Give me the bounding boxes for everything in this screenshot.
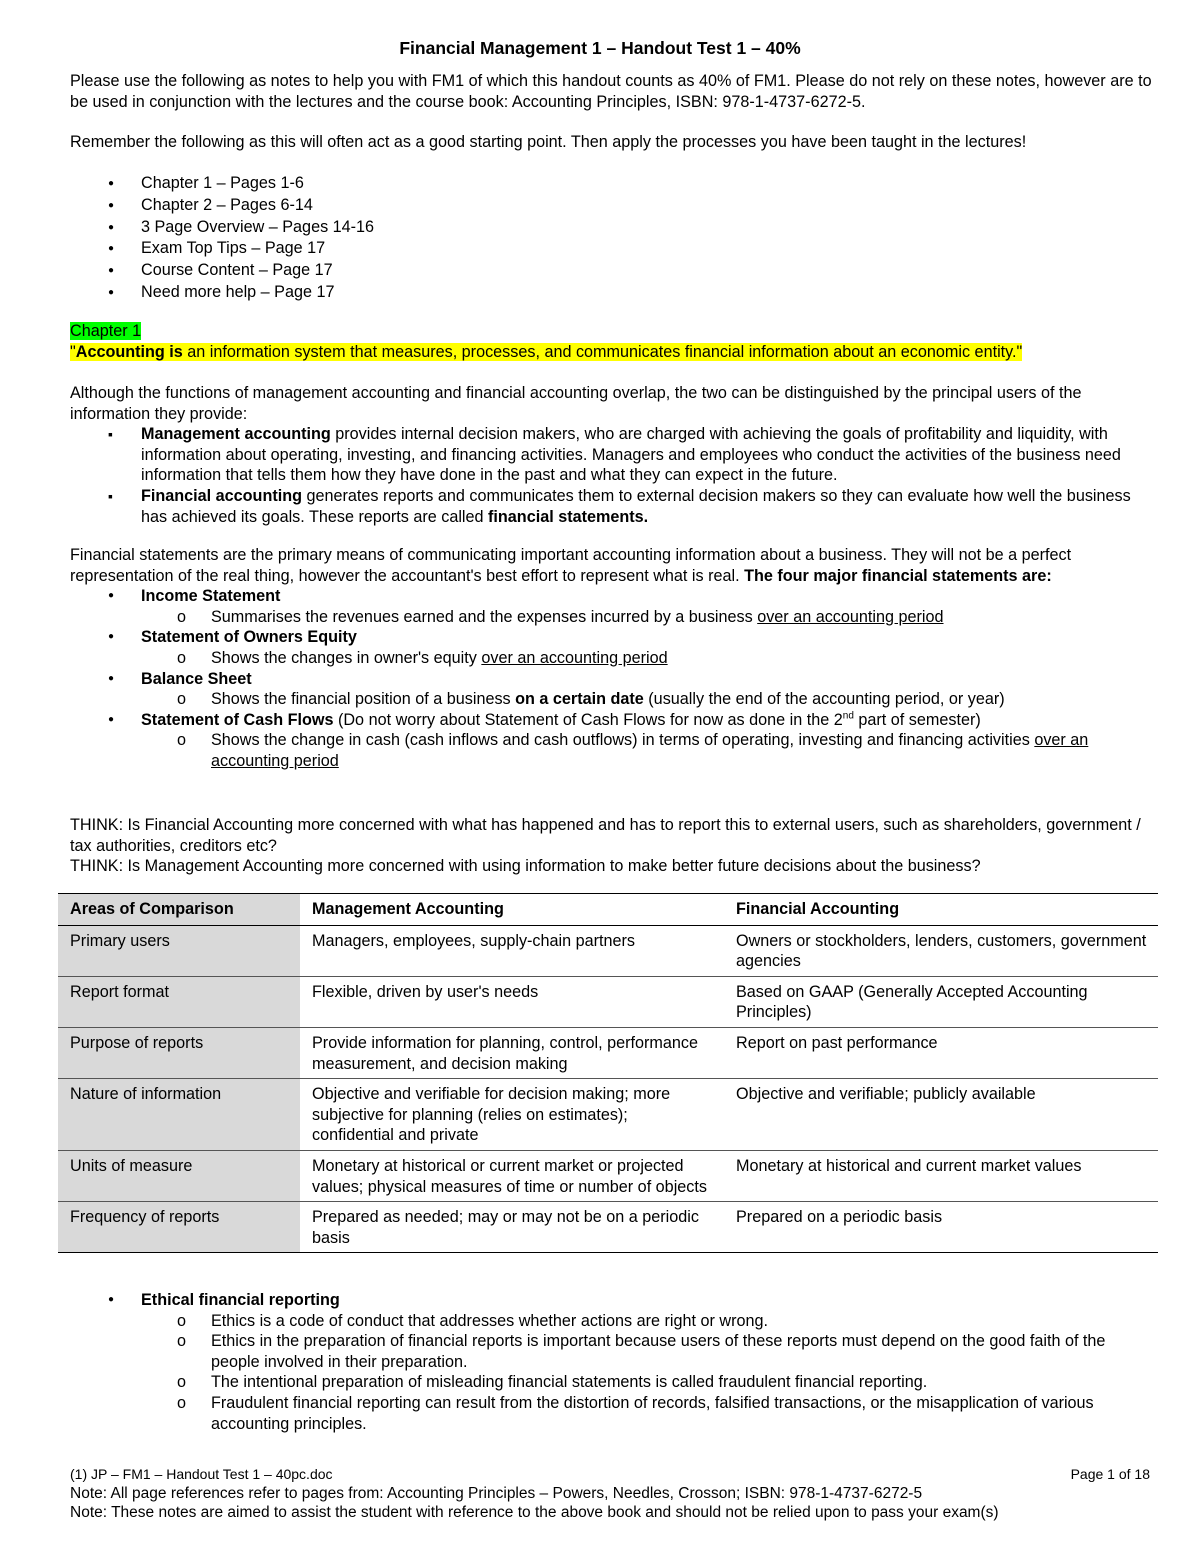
table-cell: Objective and verifiable; publicly available: [724, 1079, 1158, 1151]
table-row: [58, 1202, 1158, 1253]
table-cell: Provide information for planning, control, performance measurement, and decision making: [300, 1027, 724, 1078]
toc-item: ● Exam Top Tips – Page 17: [70, 238, 1155, 260]
table-row: [58, 1079, 1158, 1151]
ethics-point: o Ethics in the preparation of financial reports is important because users of these reports must depend on the good faith of the people involved in their preparation.: [70, 1331, 1155, 1372]
overlap-section: [70, 383, 1155, 527]
footer-document-name: (1) JP – FM1 – Handout Test 1 – 40pc.doc: [70, 1466, 333, 1482]
table-cell: Managers, employees, supply-chain partners: [300, 925, 724, 976]
table-header: Financial Accounting: [724, 894, 1158, 926]
table-cell: Owners or stockholders, lenders, customers, government agencies: [724, 925, 1158, 976]
table-of-contents: [70, 173, 1155, 304]
statement-description: o Shows the financial position of a business on a certain date (usually the end of the accounting period, or year): [70, 689, 1155, 710]
table-cell: Based on GAAP (Generally Accepted Accounting Principles): [724, 976, 1158, 1027]
intro-reminder: [70, 132, 1155, 153]
table-header-row: [58, 894, 1158, 926]
toc-item: ● Need more help – Page 17: [70, 282, 1155, 304]
table-row: [58, 925, 1158, 976]
table-cell: Purpose of reports: [58, 1027, 300, 1078]
user-item-management: ▪ Management accounting provides internal decision makers, who are charged with achieving the goals of profitability and liquidity, with information about operating, investing, and financing activities. Managers and employees who conduct the activities of the business need information that tells them how they have done in the past and what they can expect in the future.: [70, 424, 1155, 486]
statement-item: ● Statement of Cash Flows (Do not worry about Statement of Cash Flows for now as done in the 2nd part of semester) o Shows the change in cash (cash inflows and cash outflows) in terms of operating, investing and financing activities over an accounting period: [70, 710, 1155, 772]
table-cell: Report format: [58, 976, 300, 1027]
ethics-point: o Fraudulent financial reporting can result from the distortion of records, falsified transactions, or the misapplication of various accounting principles.: [70, 1393, 1155, 1434]
toc-item: ● Course Content – Page 17: [70, 260, 1155, 282]
think-financial: THINK: Is Financial Accounting more concerned with what has happened and has to report this to external users, such as shareholders, government / tax authorities, creditors etc?: [70, 816, 1141, 855]
reminder-paragraph: Remember the following as this will often act as a good starting point. Then apply the processes you have been taught in the lectures!: [70, 133, 1027, 151]
document-title: Financial Management 1 – Handout Test 1 – 40%: [399, 38, 801, 58]
fs-intro-paragraph: Financial statements are the primary means of communicating important accounting information about a business. They will not be a perfect representation of the real thing, however the accountant's best effort to represent what is real. The four major financial statements are:: [70, 546, 1072, 585]
table-cell: Monetary at historical and current market values: [724, 1150, 1158, 1201]
footer-note-disclaimer: Note: These notes are aimed to assist the student with reference to the above book and should not be relied upon to pass your exam(s): [70, 1504, 999, 1521]
table-row: [58, 976, 1158, 1027]
table-cell: Monetary at historical or current market or projected values; physical measures of time or number of objects: [300, 1150, 724, 1201]
footer-page-number: Page 1 of 18: [1070, 1466, 1150, 1482]
table-cell: Prepared on a periodic basis: [724, 1202, 1158, 1253]
ethics-point: o Ethics is a code of conduct that addresses whether actions are right or wrong.: [70, 1311, 1155, 1332]
toc-item: ● Chapter 2 – Pages 6-14: [70, 195, 1155, 217]
statement-item: ● Income Statement o Summarises the revenues earned and the expenses incurred by a business over an accounting period: [70, 586, 1155, 627]
financial-statements-section: [70, 545, 1155, 772]
comparison-table: [58, 893, 1158, 1253]
intro-paragraph: Please use the following as notes to help you with FM1 of which this handout counts as 40% of FM1. Please do not rely on these notes, however are to be used in conjunction with the lectures and the course book: Accounting Principles, ISBN: 978-1-4737-6272-5.: [70, 72, 1152, 111]
toc-item: ● 3 Page Overview – Pages 14-16: [70, 217, 1155, 239]
chapter-heading: Chapter 1: [70, 322, 142, 340]
table-cell: Prepared as needed; may or may not be on a periodic basis: [300, 1202, 724, 1253]
table-row: [58, 1150, 1158, 1201]
footer-note-references: Note: All page references refer to pages from: Accounting Principles – Powers, Needles, Crosson; ISBN: 978-1-4737-6272-5: [70, 1485, 923, 1502]
ethics-point: o The intentional preparation of misleading financial statements is called fraudulent financial reporting.: [70, 1372, 1155, 1393]
table-header: Areas of Comparison: [58, 894, 300, 926]
statement-description: o Summarises the revenues earned and the expenses incurred by a business over an accounting period: [70, 607, 1155, 628]
table-cell: Nature of information: [58, 1079, 300, 1151]
toc-item: ● Chapter 1 – Pages 1-6: [70, 173, 1155, 195]
table-header: Management Accounting: [300, 894, 724, 926]
overlap-paragraph: Although the functions of management accounting and financial accounting overlap, the two can be distinguished by the principal users of the information they provide:: [70, 384, 1082, 423]
think-section: [70, 815, 1155, 877]
table-cell: Units of measure: [58, 1150, 300, 1201]
table-cell: Objective and verifiable for decision making; more subjective for planning (relies on estimates); confidential and private: [300, 1079, 724, 1151]
table-cell: Frequency of reports: [58, 1202, 300, 1253]
table-cell: Report on past performance: [724, 1027, 1158, 1078]
ethics-heading: ● Ethical financial reporting o Ethics is a code of conduct that addresses whether actions are right or wrong. o Ethics in the preparation of financial reports is important because users of these reports must depend on the good faith of the people involved in their preparation. o The intentional preparation of misleading financial statements is called fraudulent financial reporting. o Fraudulent financial reporting can result from the distortion of records, falsified transactions, or the misapplication of various accounting principles.: [70, 1290, 1155, 1434]
statement-item: ● Statement of Owners Equity o Shows the changes in owner's equity over an accounting period: [70, 627, 1155, 668]
statement-description: o Shows the change in cash (cash inflows and cash outflows) in terms of operating, investing and financing activities over an accounting period: [70, 730, 1155, 771]
intro-section: [70, 71, 1155, 112]
ethics-section: [70, 1290, 1155, 1434]
chapter-1-section: [70, 321, 1155, 362]
table-row: [58, 1027, 1158, 1078]
statement-item: ● Balance Sheet o Shows the financial position of a business on a certain date (usually the end of the accounting period, or year): [70, 669, 1155, 710]
think-management: THINK: Is Management Accounting more concerned with using information to make better future decisions about the business?: [70, 857, 981, 876]
accounting-definition: "Accounting is an information system that measures, processes, and communicates financial information about an economic entity.": [70, 342, 1023, 361]
user-item-financial: ▪ Financial accounting generates reports and communicates them to external decision makers so they can evaluate how well the business has achieved its goals. These reports are called financial statements.: [70, 486, 1155, 527]
statement-description: o Shows the changes in owner's equity over an accounting period: [70, 648, 1155, 669]
table-cell: Primary users: [58, 925, 300, 976]
page-footer: [70, 1465, 1150, 1522]
table-cell: Flexible, driven by user's needs: [300, 976, 724, 1027]
